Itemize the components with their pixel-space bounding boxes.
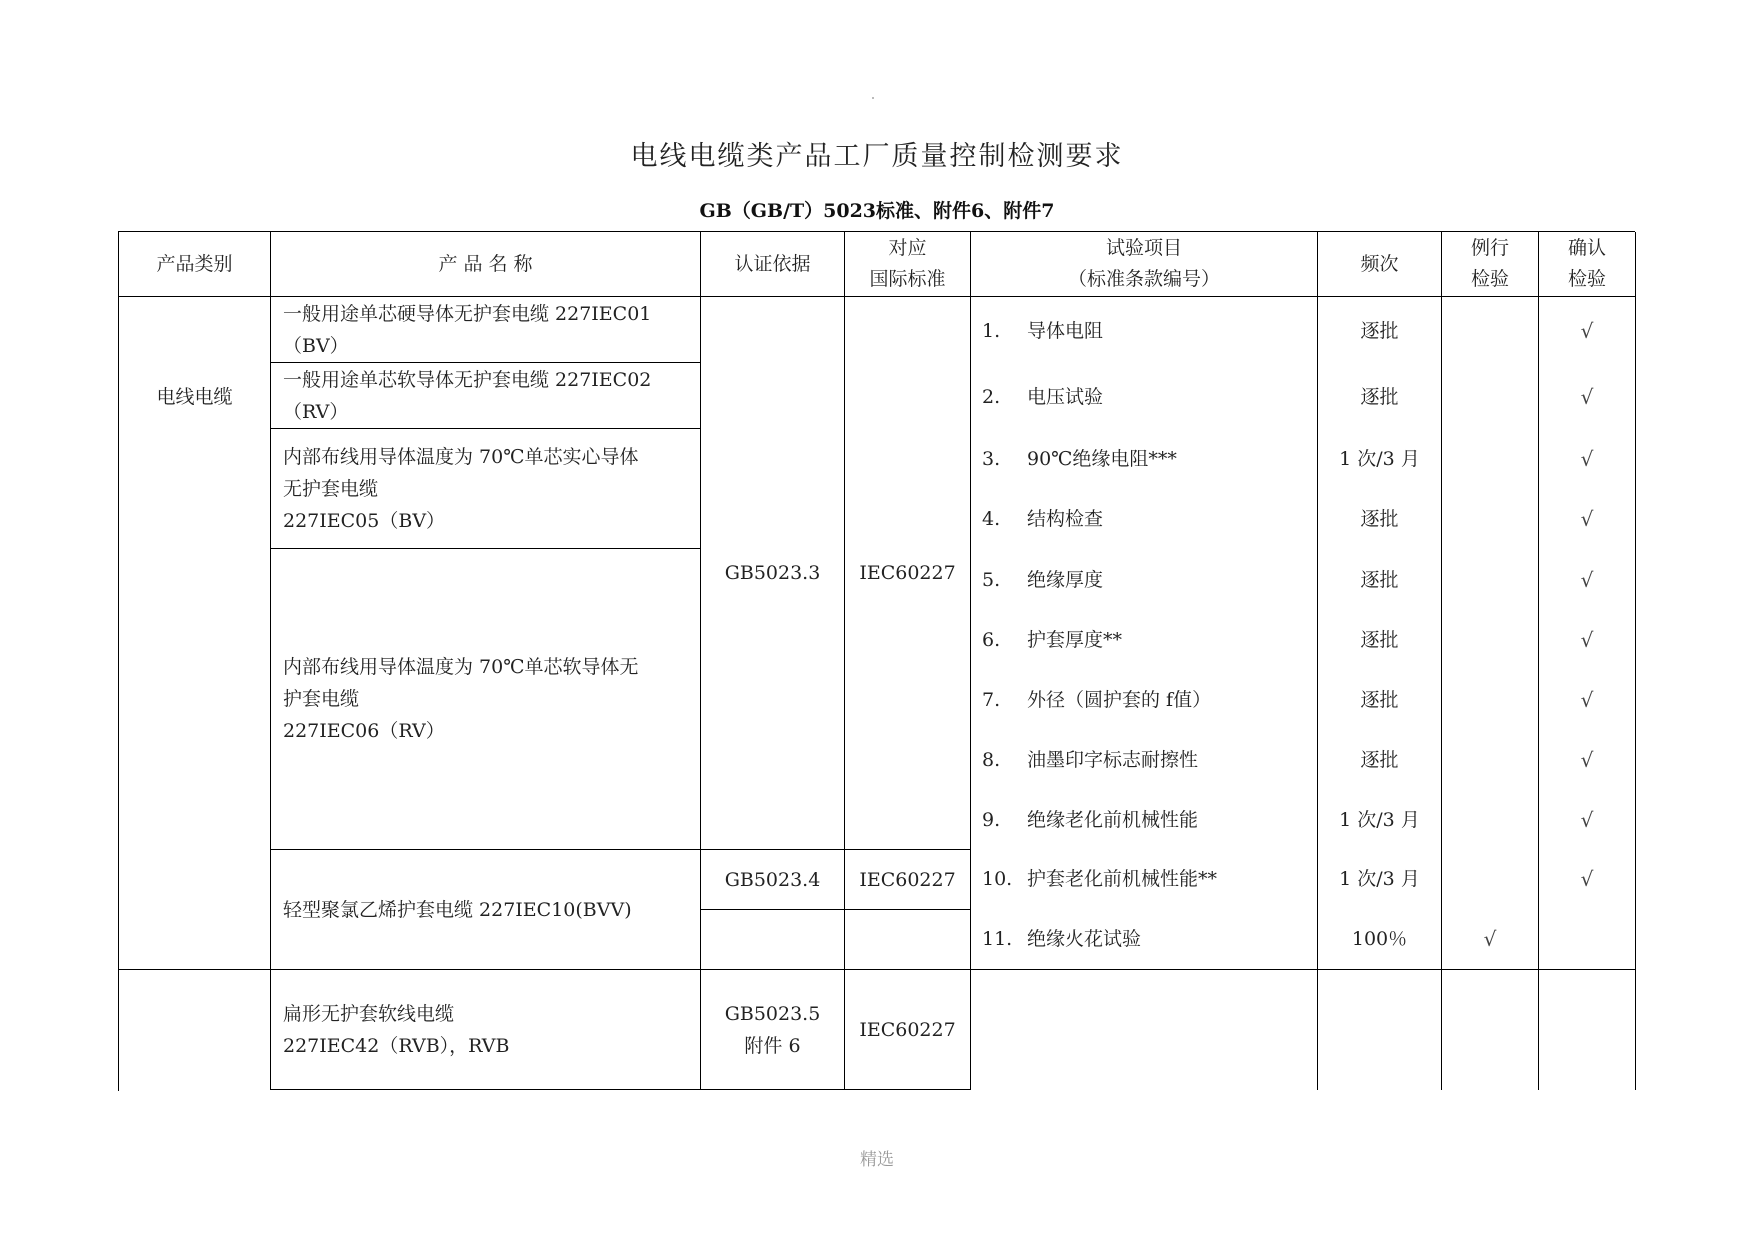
category-cell (119, 297, 271, 970)
test-item (971, 684, 1317, 716)
test-name: 护套老化前机械性能** (1027, 868, 1218, 890)
test-num: 3. (982, 448, 1001, 470)
test-num: 2. (982, 386, 1001, 408)
intl-second: IEC60227 (845, 970, 971, 1090)
routine-cell-2 (1442, 970, 1539, 1090)
test-name: 绝缘厚度 (1027, 569, 1104, 591)
confirm-check-icon: √ (1580, 319, 1594, 343)
intl-main: IEC60227 (845, 297, 971, 850)
test-item (971, 863, 1317, 895)
frequency-value: 1 次/3 月 (1339, 448, 1420, 470)
test-num: 10. (982, 868, 1013, 890)
test-items-cell-2 (971, 970, 1318, 1090)
header-intl-line2: 国际标准 (869, 268, 946, 290)
header-test-items (971, 232, 1318, 297)
test-item (971, 744, 1317, 776)
header-basis: 认证依据 (701, 232, 845, 297)
test-name: 90℃绝缘电阻*** (1027, 448, 1177, 470)
test-num: 8. (982, 749, 1001, 771)
product-line: （BV） (283, 334, 349, 357)
test-name: 油墨印字标志耐擦性 (1027, 749, 1199, 771)
category-cell-2 (119, 970, 271, 1090)
header-confirm (1539, 232, 1636, 297)
basis-second (701, 970, 845, 1090)
confirm-check-icon: √ (1580, 867, 1594, 891)
test-name: 外径（圆护套的 f值） (1027, 689, 1212, 711)
test-item (971, 923, 1317, 955)
confirm-cell-2 (1539, 970, 1636, 1090)
confirm-check-icon: √ (1580, 385, 1594, 409)
intl-empty (845, 910, 971, 970)
routine-check-icon: √ (1483, 927, 1497, 951)
frequency-value: 逐批 (1360, 689, 1399, 711)
basis-bvv: GB5023.4 (701, 850, 845, 910)
test-item (971, 564, 1317, 596)
category-label: 电线电缆 (156, 386, 233, 408)
product-row (271, 429, 701, 549)
product-row (271, 549, 701, 850)
frequency-value: 1 次/3 月 (1339, 868, 1420, 890)
header-confirm-line2: 检验 (1567, 268, 1606, 290)
confirm-check-icon: √ (1580, 748, 1594, 772)
header-category: 产品类别 (119, 232, 271, 297)
test-name: 绝缘火花试验 (1027, 928, 1142, 950)
page-footer: 精选 (860, 1150, 894, 1170)
product-line: 轻型聚氯乙烯护套电缆 227IEC10(BVV) (283, 898, 632, 921)
product-line: 227IEC05（BV） (283, 509, 446, 532)
product-line: 扁形无护套软线电缆 (283, 1002, 455, 1025)
confirm-check-icon: √ (1580, 568, 1594, 592)
test-item (971, 503, 1317, 535)
top-mark (872, 97, 874, 99)
confirm-check-icon: √ (1580, 688, 1594, 712)
test-item (971, 624, 1317, 656)
page-title: 电线电缆类产品工厂质量控制检测要求 (630, 141, 1124, 172)
basis-second-line1: GB5023.5 (724, 1002, 821, 1025)
product-line: 护套电缆 (283, 688, 360, 710)
frequency-value: 逐批 (1360, 749, 1399, 771)
header-routine (1442, 232, 1539, 297)
test-num: 1. (982, 320, 1001, 342)
test-num: 11. (982, 928, 1013, 950)
test-name: 护套厚度** (1027, 629, 1123, 651)
test-item (971, 804, 1317, 836)
frequency-value: 1 次/3 月 (1339, 809, 1420, 831)
frequency-value: 逐批 (1360, 569, 1399, 591)
header-routine-line2: 检验 (1470, 268, 1509, 290)
confirm-check-icon: √ (1580, 447, 1594, 471)
header-routine-line1: 例行 (1470, 237, 1509, 259)
header-intl-standard (845, 232, 971, 297)
test-num: 5. (982, 569, 1001, 591)
test-name: 电压试验 (1027, 386, 1104, 408)
product-row (271, 970, 701, 1090)
test-item (971, 315, 1317, 347)
test-num: 4. (982, 508, 1001, 530)
product-row (271, 363, 701, 429)
test-item (971, 443, 1317, 475)
product-row (271, 850, 701, 970)
confirm-check-icon: √ (1580, 808, 1594, 832)
frequency-cell (1318, 297, 1442, 970)
frequency-value: 逐批 (1360, 386, 1399, 408)
intl-bvv: IEC60227 (845, 850, 971, 910)
product-line: 无护套电缆 (283, 477, 379, 500)
product-line: 227IEC42（RVB），RVB (283, 1034, 510, 1057)
frequency-value: 逐批 (1360, 320, 1399, 342)
product-line: 内部布线用导体温度为 70℃单芯实心导体 (283, 445, 639, 468)
header-intl-line1: 对应 (888, 237, 927, 259)
frequency-value: 逐批 (1360, 508, 1399, 530)
product-line: 内部布线用导体温度为 70℃单芯软导体无 (283, 656, 639, 678)
frequency-value: 逐批 (1360, 629, 1399, 651)
header-test-line2: （标准条款编号） (1067, 268, 1220, 290)
product-line: 一般用途单芯软导体无护套电缆 227IEC02 (283, 368, 652, 391)
test-name: 结构检查 (1027, 508, 1104, 530)
test-name: 绝缘老化前机械性能 (1027, 809, 1199, 831)
basis-empty (701, 910, 845, 970)
product-line: 227IEC06（RV） (283, 720, 445, 742)
test-items-cell (971, 297, 1318, 970)
confirm-check-icon: √ (1580, 628, 1594, 652)
header-test-line1: 试验项目 (1105, 237, 1182, 259)
header-product-name: 产 品 名 称 (271, 232, 701, 297)
basis-main: GB5023.3 (701, 297, 845, 850)
test-item (971, 381, 1317, 413)
header-frequency: 频次 (1318, 232, 1442, 297)
product-row (271, 297, 701, 363)
routine-cell (1442, 297, 1539, 970)
confirm-check-icon: √ (1580, 507, 1594, 531)
page-subtitle: GB（GB/T）5023标准、附件6、附件7 (699, 200, 1055, 222)
test-name: 导体电阻 (1027, 320, 1104, 342)
product-line: （RV） (283, 400, 349, 423)
basis-second-line2: 附件 6 (744, 1034, 801, 1057)
quality-control-table (118, 231, 1635, 1091)
test-num: 9. (982, 809, 1001, 831)
product-line: 一般用途单芯硬导体无护套电缆 227IEC01 (283, 302, 652, 325)
test-num: 7. (982, 689, 1001, 711)
frequency-value: 100％ (1351, 928, 1408, 950)
frequency-cell-2 (1318, 970, 1442, 1090)
header-confirm-line1: 确认 (1567, 237, 1606, 259)
confirm-cell (1539, 297, 1636, 970)
test-num: 6. (982, 629, 1001, 651)
